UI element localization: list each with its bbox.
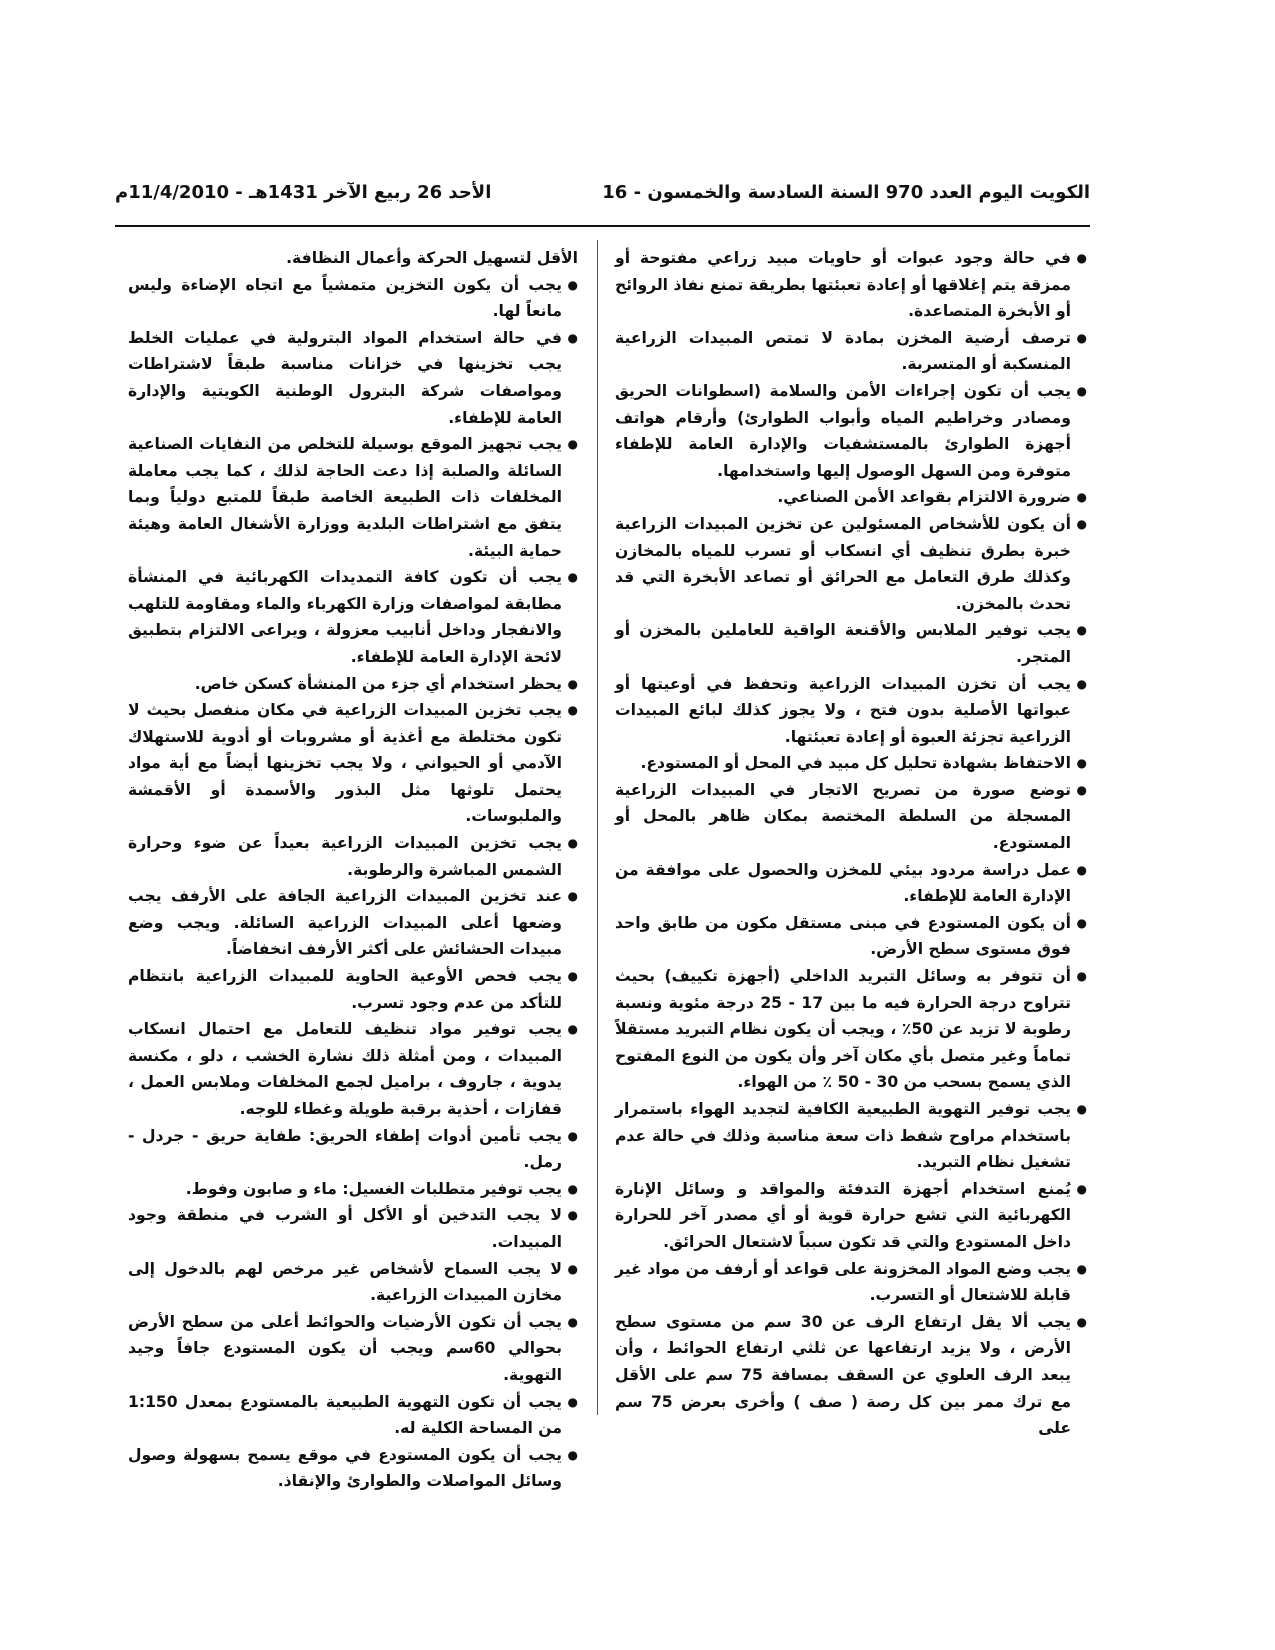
item-text: عند تخزين المبيدات الزراعية الجافة على الأرفف يجب وضعها أعلى المبيدات الزراعية السائلة. ويجب وضع مبيدات الحشائش على أكثر الأرفف انخفاضاً. xyxy=(128,887,562,959)
item-text: يجب توفير مواد تنظيف للتعامل مع احتمال انسكاب المبيدات ، ومن أمثلة ذلك نشارة الخشب ، دلو ، مكنسة يدوية ، جاروف ، براميل لجمع المخلفات وملابس العمل ، قفازات ، أحذية برقبة طويلة وغطاء للوجه. xyxy=(128,1020,562,1118)
item-text: يجب تأمين أدوات إطفاء الحريق: طفاية حريق - جردل - رمل. xyxy=(128,1126,562,1172)
bullet-icon: ● xyxy=(567,330,578,345)
item-text: يجب أن تكون الأرضيات والحوائط أعلى من سطح الأرض بحوالي 60سم ويجب أن يكون المستودع جافاً وجيد التهوية. xyxy=(128,1312,562,1384)
list-item xyxy=(615,750,1087,777)
list-item xyxy=(128,272,578,325)
bullet-icon: ● xyxy=(567,1394,578,1409)
list-item xyxy=(615,671,1087,751)
item-text: أن يكون للأشخاص المسئولين عن تخزين المبيدات الزراعية خبرة بطرق تنظيف أي انسكاب أو تسرب للمياه بالمخازن وكذلك طرق التعامل مع الحرائق أو تصاعد الأبخرة التي قد تحدث بالمخزن. xyxy=(615,514,1071,613)
bullet-icon: ● xyxy=(1076,915,1087,930)
list-item xyxy=(615,1256,1087,1309)
bullet-icon: ● xyxy=(1076,782,1087,797)
bullet-icon: ● xyxy=(567,1314,578,1329)
item-text: يجب فحص الأوعية الحاوية للمبيدات الزراعية بانتظام للتأكد من عدم وجود تسرب. xyxy=(128,967,562,1012)
list-item xyxy=(128,1256,578,1309)
item-text: لا يجب التدخين أو الأكل أو الشرب في منطقة وجود المبيدات. xyxy=(128,1206,562,1251)
item-text: يجب تجهيز الموقع بوسيلة للتخلص من النفايات الصناعية السائلة والصلبة إذا دعت الحاجة لذلك ، كما يجب معاملة المخلفات ذات الطبيعة الخاصة طبقاً للمتبع دولياً وبما يتفق مع اشتراطات البلدية ووزارة الأشغال العامة وهيئة حماية البيئة. xyxy=(128,435,562,560)
item-text: توضع صورة من تصريح الاتجار في المبيدات الزراعية المسجلة من السلطة المختصة بمكان ظاهر بالمحل أو المستودع. xyxy=(615,780,1071,853)
bullet-icon: ● xyxy=(567,1181,578,1196)
list-item xyxy=(128,963,578,1016)
item-text: أن تتوفر به وسائل التبريد الداخلي (أجهزة تكييف) بحيث تتراوح درجة الحرارة فيه ما بين 17 - 25 درجة مئوية ونسبة رطوبة لا تزيد عن 50٪ ، ويجب أن يكون نظام التبريد مستقلاً تماماً وغير متصل بأي مكان آخر وأن يكون من النوع المفتوح الذي يسمح بسحب من 30 - 50 ٪ من الهواء. xyxy=(615,967,1071,1092)
bullet-icon: ● xyxy=(1076,1314,1087,1329)
bullet-icon: ● xyxy=(1076,516,1087,531)
item-text: لا يجب السماح لأشخاص غير مرخص لهم بالدخول إلى مخازن المبيدات الزراعية. xyxy=(128,1259,562,1305)
bullet-icon: ● xyxy=(567,437,578,452)
item-text: أن يكون المستودع في مبنى مستقل مكون من طابق واحد فوق مستوى سطح الأرض. xyxy=(615,913,1071,959)
list-item xyxy=(128,1309,578,1389)
list-item xyxy=(615,857,1087,910)
item-text: يجب أن تكون إجراءات الأمن والسلامة (اسطوانات الحريق ومصادر وخراطيم المياه وأبواب الطوارئ) وأرقام هواتف أجهزة الطوارئ بالمستشفيات والإدارة العامة للإطفاء متوفرة ومن السهل الوصول إليها واستخدامها. xyxy=(615,381,1071,480)
list-item xyxy=(615,910,1087,963)
bullet-icon: ● xyxy=(567,1261,578,1276)
list-item xyxy=(615,617,1087,670)
list-item xyxy=(615,963,1087,1096)
bullet-icon: ● xyxy=(567,676,578,691)
bullet-icon: ● xyxy=(1076,1102,1087,1116)
list-item xyxy=(615,1309,1087,1442)
bullet-icon: ● xyxy=(567,1447,578,1462)
item-text: ضرورة الالتزام بقواعد الأمن الصناعي. xyxy=(777,488,1071,507)
left-column xyxy=(128,245,578,1495)
bullet-icon: ● xyxy=(1076,862,1087,877)
list-item xyxy=(615,1096,1087,1176)
list-item xyxy=(615,777,1087,857)
list-item xyxy=(128,564,578,670)
item-text: الاحتفاظ بشهادة تحليل كل مبيد في المحل أو المستودع. xyxy=(640,754,1071,773)
item-text: يجب أن تكون كافة التمديدات الكهربائية في المنشأة مطابقة لمواصفات وزارة الكهرباء والماء ومقاومة للتلهب والانفجار وداخل أنابيب معزولة ، ويراعى الالتزام بتطبيق لائحة الإدارة العامة للإطفاء. xyxy=(128,568,562,666)
item-text: يجب أن تخزن المبيدات الزراعية وتحفظ في أوعيتها أو عبواتها الأصلية بدون فتح ، ولا يجوز كذلك لبائع المبيدات الزراعية تجزئة العبوة أو إعادة تعبئتها. xyxy=(615,674,1071,746)
list-item xyxy=(615,1176,1087,1256)
list-item xyxy=(615,484,1087,511)
item-text: يجب أن يكون المستودع في موقع يسمح بسهولة وصول وسائل المواصلات والطوارئ والإنقاذ. xyxy=(128,1445,562,1491)
item-text: يجب أن تكون التهوية الطبيعية بالمستودع بمعدل 1:150 من المساحة الكلية له. xyxy=(128,1392,562,1438)
bullet-icon: ● xyxy=(567,1208,578,1223)
list-item xyxy=(128,1442,578,1495)
bullet-icon: ● xyxy=(567,836,578,851)
list-item xyxy=(615,378,1087,484)
bullet-icon: ● xyxy=(567,570,578,585)
header-divider xyxy=(115,225,1090,227)
page-header xyxy=(115,182,1090,222)
bullet-icon: ● xyxy=(567,1128,578,1143)
list-item xyxy=(128,1176,578,1203)
list-item xyxy=(128,1389,578,1442)
right-column xyxy=(615,245,1087,1442)
item-text: في حالة استخدام المواد البترولية في عمليات الخلط يجب تخزينها في خزانات مناسبة طبقاً لاشتراطات ومواصفات شركة البترول الوطنية الكويتية والإدارة العامة للإطفاء. xyxy=(128,328,562,427)
list-item xyxy=(128,1202,578,1255)
list-item xyxy=(615,325,1087,378)
list-item xyxy=(615,245,1087,325)
item-text: يجب أن يكون التخزين متمشياً مع اتجاه الإضاءة وليس مانعاً لها. xyxy=(128,275,562,321)
item-text: يجب وضع المواد المخزونة على قواعد أو أرفف من مواد غير قابلة للاشتعال أو التسرب. xyxy=(615,1259,1071,1305)
list-item xyxy=(128,325,578,431)
list-item xyxy=(128,883,578,963)
item-text: يجب توفير التهوية الطبيعية الكافية لتجديد الهواء باستمرار باستخدام مراوح شفط ذات سعة مناسبة وذلك في حالة عدم تشغيل نظام التبريد. xyxy=(615,1100,1071,1172)
bullet-icon: ● xyxy=(1076,383,1087,398)
list-item xyxy=(128,1123,578,1176)
left-column-items xyxy=(128,272,578,1495)
item-text: يجب تخزين المبيدات الزراعية في مكان منفصل بحيث لا تكون مختلطة مع أغذية أو مشروبات أو أدوية للاستهلاك الآدمي أو الحيواني ، ولا يجب تخزينها أيضاً مع أية مواد يحتمل تلوثها مثل البذور والأسمدة أو الأقمشة والملبوسات. xyxy=(128,701,562,826)
list-item xyxy=(128,697,578,830)
item-text: عمل دراسة مردود بيئي للمخزن والحصول على موافقة من الإدارة العامة للإطفاء. xyxy=(615,860,1071,906)
bullet-icon: ● xyxy=(567,889,578,904)
bullet-icon: ● xyxy=(1076,676,1087,691)
bullet-icon: ● xyxy=(567,969,578,984)
bullet-icon: ● xyxy=(1076,1261,1087,1276)
item-text: يجب توفير الملابس والأقنعة الواقية للعاملين بالمخزن أو المتجر. xyxy=(615,621,1071,666)
bullet-icon: ● xyxy=(567,1022,578,1037)
bullet-icon: ● xyxy=(567,703,578,718)
item-text: في حالة وجود عبوات أو حاويات مبيد زراعي مفتوحة أو ممزقة يتم إغلاقها أو إعادة تعبئتها بطريقة تمنع نفاذ الروائح أو الأبخرة المتصاعدة. xyxy=(615,249,1071,321)
bullet-icon: ● xyxy=(1076,490,1087,505)
list-item xyxy=(128,431,578,564)
header-issue-info: الكويت اليوم العدد 970 السنة السادسة والخمسون - 16 xyxy=(602,182,1090,203)
list-item xyxy=(128,671,578,698)
item-text: يجب تخزين المبيدات الزراعية بعيداً عن ضوء وحرارة الشمس المباشرة والرطوبة. xyxy=(128,834,562,879)
list-item xyxy=(128,830,578,883)
bullet-icon: ● xyxy=(1076,330,1087,345)
list-item xyxy=(128,1016,578,1122)
item-text: يجب توفير متطلبات الغسيل: ماء و صابون وفوط. xyxy=(185,1179,562,1198)
bullet-icon: ● xyxy=(567,277,578,292)
bullet-icon: ● xyxy=(1076,756,1087,771)
item-text: يُمنع استخدام أجهزة التدفئة والمواقد و وسائل الإنارة الكهربائية التي تشع حرارة قوية أو أي مصدر آخر للحرارة داخل المستودع والتي قد تكون سبباً لاشتعال الحرائق. xyxy=(615,1179,1071,1251)
bullet-icon: ● xyxy=(1076,1181,1087,1196)
continuation-text: الأقل لتسهيل الحركة وأعمال النظافة. xyxy=(286,249,578,267)
column-divider xyxy=(597,240,598,1415)
list-item xyxy=(615,511,1087,617)
bullet-icon: ● xyxy=(1076,623,1087,638)
item-text: يجب ألا يقل ارتفاع الرف عن 30 سم من مستوى سطح الأرض ، ولا يزيد ارتفاعها عن ثلثي ارتفاع الحوائط ، وأن يبعد الرف العلوي عن السقف بمسافة 75 سم على الأقل مع ترك ممر بين كل رصة ( صف ) وأخرى بعرض 75 سم على xyxy=(615,1312,1072,1438)
bullet-icon: ● xyxy=(1076,251,1087,265)
bullet-icon: ● xyxy=(1076,969,1087,984)
header-date: الأحد 26 ربيع الآخر 1431هـ - 11/4/2010م xyxy=(115,182,492,203)
item-text: ترصف أرضية المخزن بمادة لا تمتص المبيدات الزراعية المنسكبة أو المتسربة. xyxy=(615,328,1071,374)
item-text: يحظر استخدام أي جزء من المنشأة كسكن خاص. xyxy=(194,674,562,693)
